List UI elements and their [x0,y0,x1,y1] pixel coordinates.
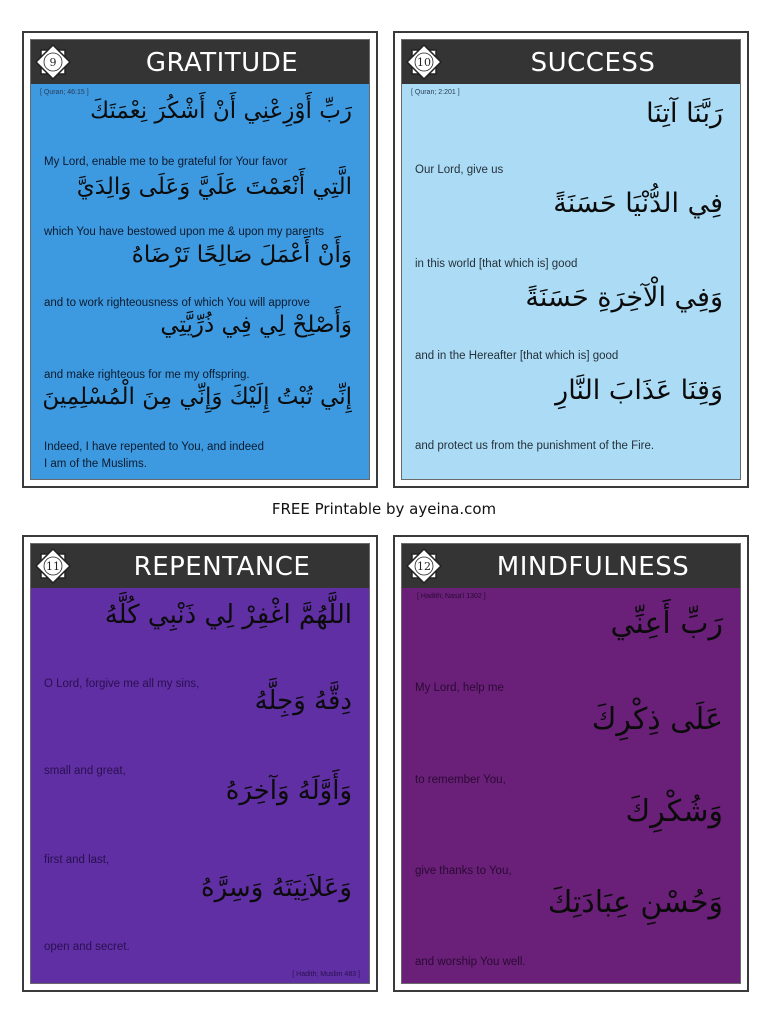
card-body [32,86,368,478]
card-header [31,544,369,588]
english-line: in this world [that which is] good [415,258,578,270]
arabic-line: الَّتِي أَنْعَمْتَ عَلَيَّ وَعَلَى وَالِدَيَّ [76,174,352,200]
english-line: and in the Hereafter [that which is] good [415,350,619,362]
card-body [32,590,368,982]
star-badge-icon [404,546,444,586]
arabic-line: وَقِنَا عَذَابَ النَّارِ [555,375,723,406]
card-title: REPENTANCE [133,552,311,582]
arabic-line: فِي الدُّنْيَا حَسَنَةً [553,188,723,219]
arabic-line: وَأَنْ أَعْمَلَ صَالِحًا تَرْضَاهُ [131,242,352,268]
english-line: Indeed, I have repented to You, and indeed [44,441,264,453]
card-number: 9 [49,56,57,69]
arabic-line: رَبِّ أَوْزِعْنِي أَنْ أَشْكُرَ نِعْمَتَكَ [90,98,352,124]
english-line: and protect us from the punishment of the Fire. [415,440,655,452]
card-title: GRATITUDE [145,48,299,78]
english-line: which You have bestowed upon me & upon my parents [44,226,325,238]
card-title: SUCCESS [530,48,656,78]
english-line: O Lord, forgive me all my sins, [44,678,200,690]
card-gratitude [22,31,378,488]
source-citation: [ Quran; 46:15 ] [40,89,89,96]
card-number: 10 [417,56,431,69]
english-line: to remember You, [415,774,506,786]
card-frame [30,543,370,984]
english-line: My Lord, help me [415,682,504,694]
star-badge-icon [33,546,73,586]
card-number: 12 [417,560,431,573]
arabic-line: رَبِّ أَعِنِّي [610,606,723,641]
footer-credit: FREE Printable by ayeina.com [271,500,497,518]
source-citation: [ Hadith; Nasa'i 1302 ] [417,593,486,600]
english-line: open and secret. [44,941,130,953]
card-number: 11 [46,560,60,573]
english-line: and make righteous for me my offspring. [44,369,250,381]
card-frame [30,39,370,480]
english-line: first and last, [44,854,110,866]
english-line: Our Lord, give us [415,164,504,176]
card-header [402,40,740,84]
english-line: I am of the Muslims. [44,458,147,470]
card-header [402,544,740,588]
card-success [393,31,749,488]
card-mindfulness [393,535,749,992]
english-line: and worship You well. [415,956,526,968]
card-header [31,40,369,84]
card-body [403,590,739,982]
english-line: give thanks to You, [415,865,512,877]
card-body [403,86,739,478]
arabic-line: دِقَّهُ وَجِلَّهُ [254,686,352,716]
card-title: MINDFULNESS [496,552,690,582]
arabic-line: وَحُسْنِ عِبَادَتِكَ [547,885,723,920]
arabic-line: إِنِّي تُبْتُ إِلَيْكَ وَإِنِّي مِنَ الْمُسْلِمِينَ [42,384,352,410]
arabic-line: رَبَّنَا آتِنَا [646,98,723,129]
source-citation: [ Hadith; Muslim 483 ] [292,971,360,978]
card-repentance [22,535,378,992]
arabic-line: وَفِي الْآخِرَةِ حَسَنَةً [525,282,723,313]
arabic-line: وَعَلاَنِيَتَهُ وَسِرَّهُ [200,873,352,903]
arabic-line: اللَّهُمَّ اغْفِرْ لِي ذَنْبِي كُلَّهُ [104,600,352,630]
card-frame [401,39,741,480]
arabic-line: وَأَوَّلَهُ وَآخِرَهُ [225,776,352,806]
english-line: small and great, [44,765,126,777]
source-citation: [ Quran; 2:201 ] [411,89,460,96]
card-frame [401,543,741,984]
english-line: My Lord, enable me to be grateful for Your favor [44,156,288,168]
star-badge-icon [33,42,73,82]
arabic-line: وَأَصْلِحْ لِي فِي ذُرِّيَّتِي [160,312,352,338]
english-line: and to work righteousness of which You will approve [44,297,310,309]
arabic-line: وَشُكْرِكَ [625,794,723,829]
arabic-line: عَلَى ذِكْرِكَ [591,702,723,737]
star-badge-icon [404,42,444,82]
